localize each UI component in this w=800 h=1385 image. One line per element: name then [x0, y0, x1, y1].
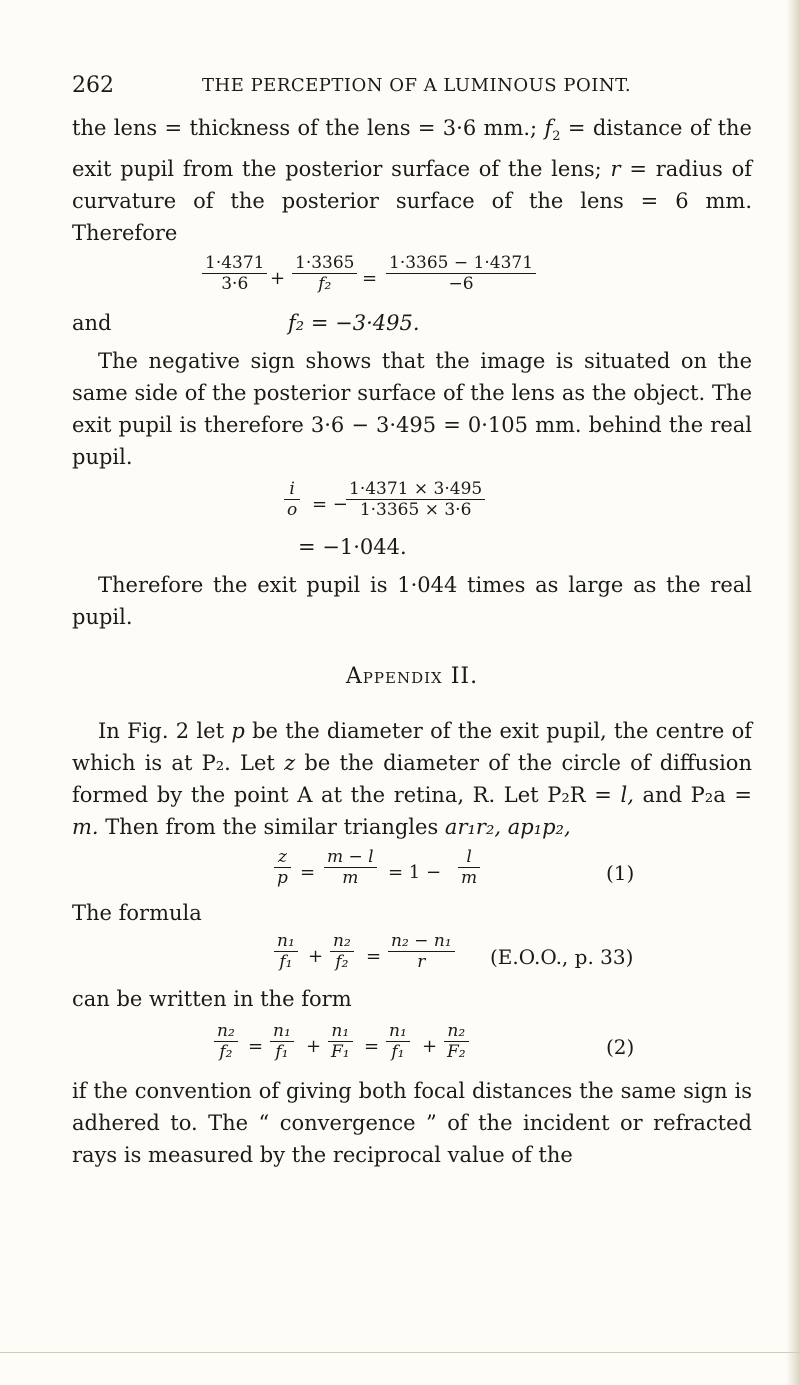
equation-lens-formula: $\frac{\text{n₁}}{\text{f₁}}$ + $\frac{\text{n₂}}{\text{f₂}}$ = $\frac{\text{n₂ − n₁}}{r}$ (E.O.O., p. 33): [72, 929, 752, 983]
book-page: [72, 70, 752, 1171]
equation-2: $\frac{\text{n₂}}{\text{f₂}}$ = $\frac{\text{n₁}}{\text{f₁}}$ + $\frac{\text{n₁}}{\text{F₁}}$ = $\frac{\text{n₁}}{\text{f₁}}$ + $\frac{\text{n₂}}{\text{F₂}}$ (2): [72, 1015, 752, 1075]
equation-f2-result: and f₂ = −3·495.: [72, 311, 420, 336]
label-formula: The formula: [72, 901, 202, 926]
reference-eoo: (E.O.O., p. 33): [490, 945, 634, 970]
fraction-1: $\frac{1\cdot 4371}{3\cdot 6}$: [202, 253, 267, 294]
running-header: [72, 70, 752, 106]
paragraph-convention: if the convention of giving both focal distances the same sign is adhered to. The “ convergence ” of the incident or refracted rays is measured by the reciprocal value of the: [72, 1079, 752, 1168]
fraction-2: $\frac{1\cdot 3365}{\text{f₂}}$: [292, 253, 357, 294]
running-title: THE PERCEPTION OF A LUMINOUS POINT.: [202, 75, 632, 96]
equation-focal: $\frac{1\cdot 4371}{3\cdot 6}$ + $\frac{1\cdot 3365}{\text{f₂}}$ = $\frac{1\cdot 3365 - 1\cdot 4371}{-6}$: [72, 249, 752, 305]
fraction-3: $\frac{1\cdot 3365 - 1\cdot 4371}{-6}$: [386, 253, 536, 294]
fraction-i-o: $\frac{i}{o}$: [284, 479, 300, 520]
equation-ratio-result: = −1·044.: [298, 535, 407, 560]
paragraph-magnification: Therefore the exit pupil is 1·044 times as large as the real pupil.: [72, 573, 752, 630]
equation-tag-2: (2): [606, 1035, 635, 1060]
appendix-heading: Appendix II.: [345, 664, 479, 690]
paragraph-appendix: In Fig. 2 let p be the diameter of the exit pupil, the centre of which is at P₂. Let z be the diameter of the circle of diffusion formed by the point A at the retina, R. Let P₂R = l, and P₂a = m. Then from the similar triangles ar₁r₂, ap₁p₂,: [72, 719, 752, 840]
paragraph-negative-sign: The negative sign shows that the image is situated on the same side of the posterior surface of the lens as the object. The exit pupil is therefore 3·6 − 3·495 = 0·105 mm. behind the real pupil.: [72, 349, 752, 470]
equation-tag-1: (1): [606, 861, 635, 886]
fraction-product: $\frac{1\cdot 4371 \times 3\cdot 495}{1\cdot 3365 \times 3\cdot 6}$: [346, 479, 485, 520]
page-bottom-edge: [0, 1352, 800, 1353]
equation-1: $\frac{z}{p}$ = $\frac{m - l}{m}$ = 1 − $\frac{l}{m}$ (1): [72, 843, 752, 897]
page-edge-shadow: [786, 0, 800, 1385]
label-written-form: can be written in the form: [72, 987, 352, 1012]
equation-ratio: $\frac{i}{o}$ = − $\frac{1\cdot 4371 \times 3\cdot 495}{1\cdot 3365 \times 3\cdot 6}$: [72, 473, 752, 531]
page-number: 262: [72, 73, 114, 98]
paragraph-lens-definitions: the lens = thickness of the lens = 3·6 mm.; $f_2$ = distance of the exit pupil from the posterior surface of the lens; r = radius of curvature of the posterior surface of the lens = 6 mm. Therefore: [72, 116, 752, 246]
